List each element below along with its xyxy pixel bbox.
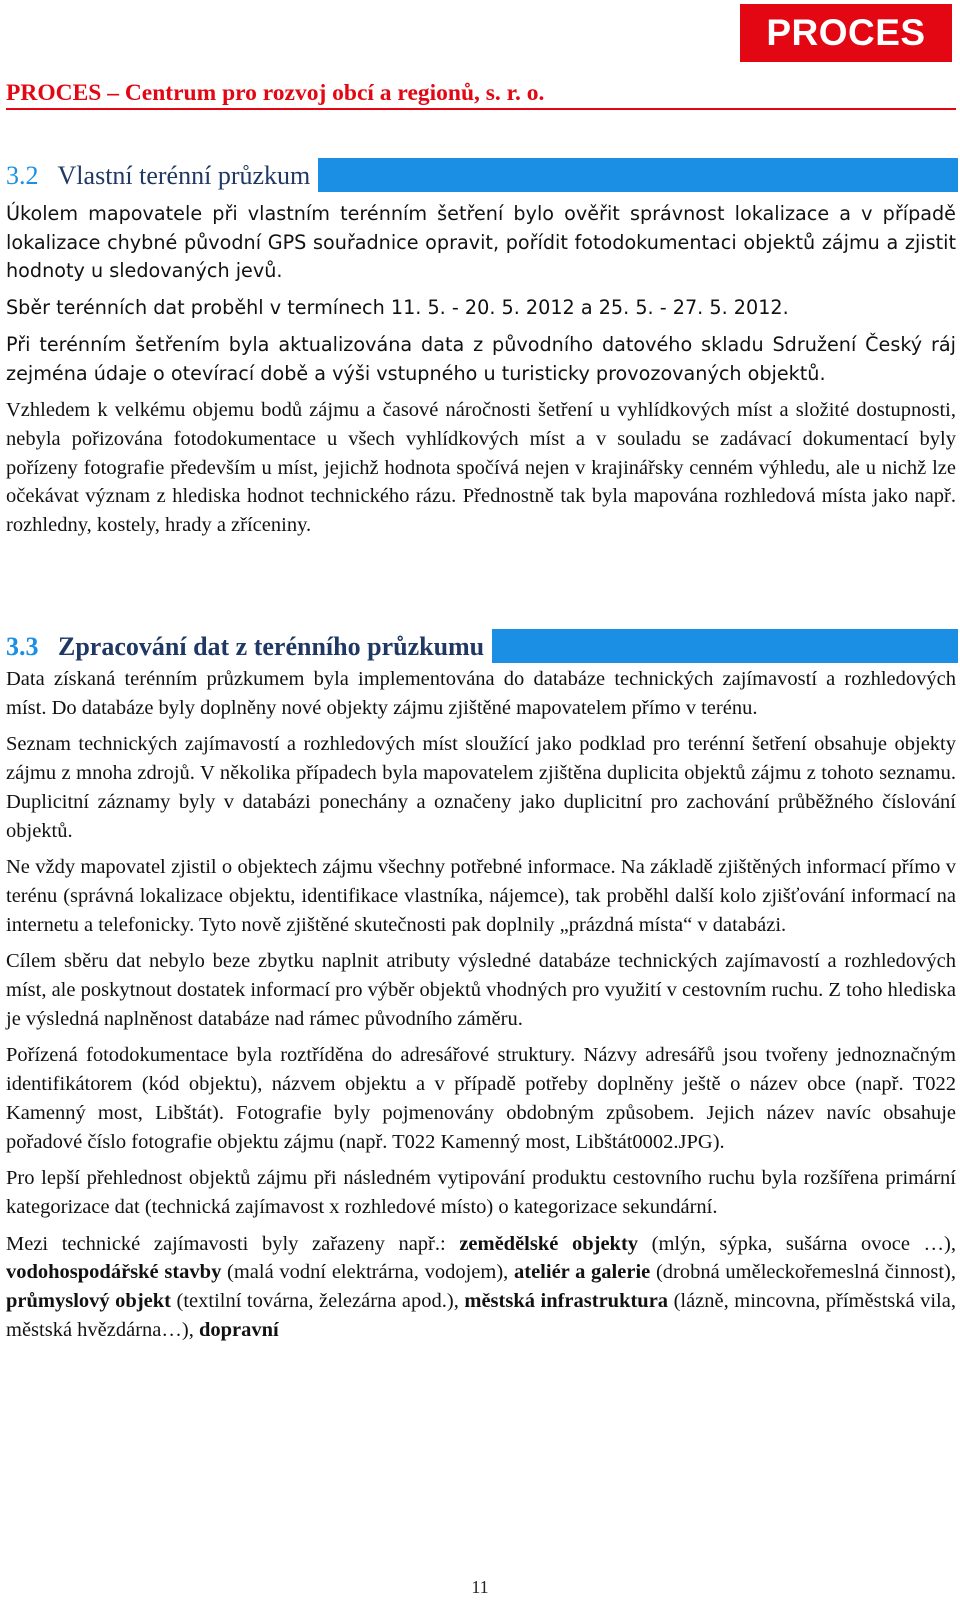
- section-title-bar: [6, 158, 318, 192]
- paragraph-categories: [6, 1230, 956, 1345]
- paragraph: Pořízená fotodokumentace byla roztříděna do adresářové struktury. Názvy adresářů jsou tvořeny jednoznačným identifikátorem (kód objektu), názvem objektu a v případě potřeby doplněny ještě o název obce (např. T022 Kamenný most, Libštát). Fotografie byly pojmenovány obdobným způsobem. Jejich název navíc obsahuje pořadové číslo fotografie objektu zájmu (např. T022 Kamenný most, Libštát0002.JPG).: [6, 1044, 956, 1153]
- section-number: 3.3: [6, 632, 39, 661]
- section-title: Vlastní terénní průzkum: [57, 161, 311, 190]
- text-run: (drobná uměleckořemeslná činnost),: [650, 1261, 956, 1284]
- text-run: (lázně, mincovna, příměstská vila, městská hvězdárna…),: [6, 1290, 956, 1341]
- section-3-3-body: [6, 665, 956, 1352]
- text-run: (textilní továrna, železárna apod.),: [170, 1290, 465, 1313]
- section-number: 3.2: [6, 161, 39, 190]
- bold-term: vodohospodářské stavby: [6, 1261, 222, 1284]
- organization-name: PROCES – Centrum pro rozvoj obcí a regionů, s. r. o.: [6, 80, 545, 106]
- section-title-bar: [6, 629, 492, 663]
- section-heading-3-3: [6, 629, 958, 663]
- page-header: [6, 80, 956, 110]
- paragraph: Vzhledem k velkému objemu bodů zájmu a časové náročnosti šetření u vyhlídkových míst a složité dostupnosti, nebyla pořizována fotodokumentace u všech vyhlídkových míst a v souladu se zadávací dokumentací byly pořízeny fotografie především u míst, jejichž hodnota spočívá nejen v krajinářsky cenném výhledu, ale u nichž lze očekávat význam z hlediska hodnot technického rázu. Přednostně tak byla mapována rozhledová místa jako např. rozhledny, kostely, hrady a zříceniny.: [6, 399, 956, 537]
- bold-term: průmyslový objekt: [6, 1290, 171, 1313]
- paragraph: Seznam technických zajímavostí a rozhledových míst sloužící jako podklad pro terénní šetření obsahuje objekty zájmu z mnoha zdrojů. V několika případech byla mapovatelem zjištěna duplicita objektů zájmu z tohoto seznamu. Duplicitní záznamy byly v databázi ponechány a označeny jako duplicitní pro zachování průběžného číslování objektů.: [6, 733, 956, 842]
- paragraph: Data získaná terénním průzkumem byla implementována do databáze technických zajímavostí a rozhledových míst. Do databáze byly doplněny nové objekty zájmu zjištěné mapovatelem přímo v terénu.: [6, 668, 956, 719]
- paragraph: Při terénním šetřením byla aktualizována data z původního datového skladu Sdružení Český ráj zejména údaje o otevírací době a výši vstupného u turisticky provozovaných objektů.: [6, 332, 956, 385]
- text-run: (malá vodní elektrárna, vodojem),: [221, 1261, 514, 1284]
- paragraph: Ne vždy mapovatel zjistil o objektech zájmu všechny potřebné informace. Na základě zjištěných informací přímo v terénu (správná lokalizace objektu, identifikace vlastníka, nájemce), tak proběhl další kolo zjišťování informací na internetu a telefonicky. Tyto nově zjištěné skutečnosti pak doplnily „prázdná místa“ v databázi.: [6, 856, 956, 936]
- paragraph: Úkolem mapovatele při vlastním terénním šetření bylo ověřit správnost lokalizace a v případě lokalizace chybné původní GPS souřadnice opravit, pořídit fotodokumentaci objektů zájmu a zjistit hodnoty u sledovaných jevů.: [6, 202, 956, 283]
- proces-logo: [740, 4, 952, 62]
- paragraph: Pro lepší přehlednost objektů zájmu při následném vytipování produktu cestovního ruchu byla rozšířena primární kategorizace dat (technická zajímavost x rozhledové místo) o kategorizace sekundární.: [6, 1167, 956, 1218]
- bold-term: dopravní: [198, 1318, 279, 1341]
- bold-term: zemědělské objekty: [459, 1232, 639, 1255]
- section-heading-3-2: [6, 158, 958, 192]
- section-title: Zpracování dat z terénního průzkumu: [58, 632, 485, 661]
- text-run: Mezi technické zajímavosti byly zařazeny např.:: [6, 1232, 460, 1255]
- section-3-2-body: [6, 200, 956, 548]
- text-run: (mlýn, sýpka, sušárna ovoce …),: [638, 1232, 956, 1255]
- bold-term: ateliér a galerie: [514, 1261, 651, 1284]
- page-number: 11: [471, 1577, 489, 1597]
- paragraph: Cílem sběru dat nebylo beze zbytku naplnit atributy výsledné databáze technických zajímavostí a rozhledových míst, ale poskytnout dostatek informací pro výběr objektů vhodných pro využití v cestovním ruchu. Z toho hlediska je výsledná naplněnost databáze nad rámec původního záměru.: [6, 950, 956, 1030]
- logo-text: PROCES: [766, 12, 926, 53]
- paragraph: Sběr terénních dat proběhl v termínech 11. 5. - 20. 5. 2012 a 25. 5. - 27. 5. 2012.: [6, 296, 789, 320]
- bold-term: městská infrastruktura: [464, 1290, 669, 1313]
